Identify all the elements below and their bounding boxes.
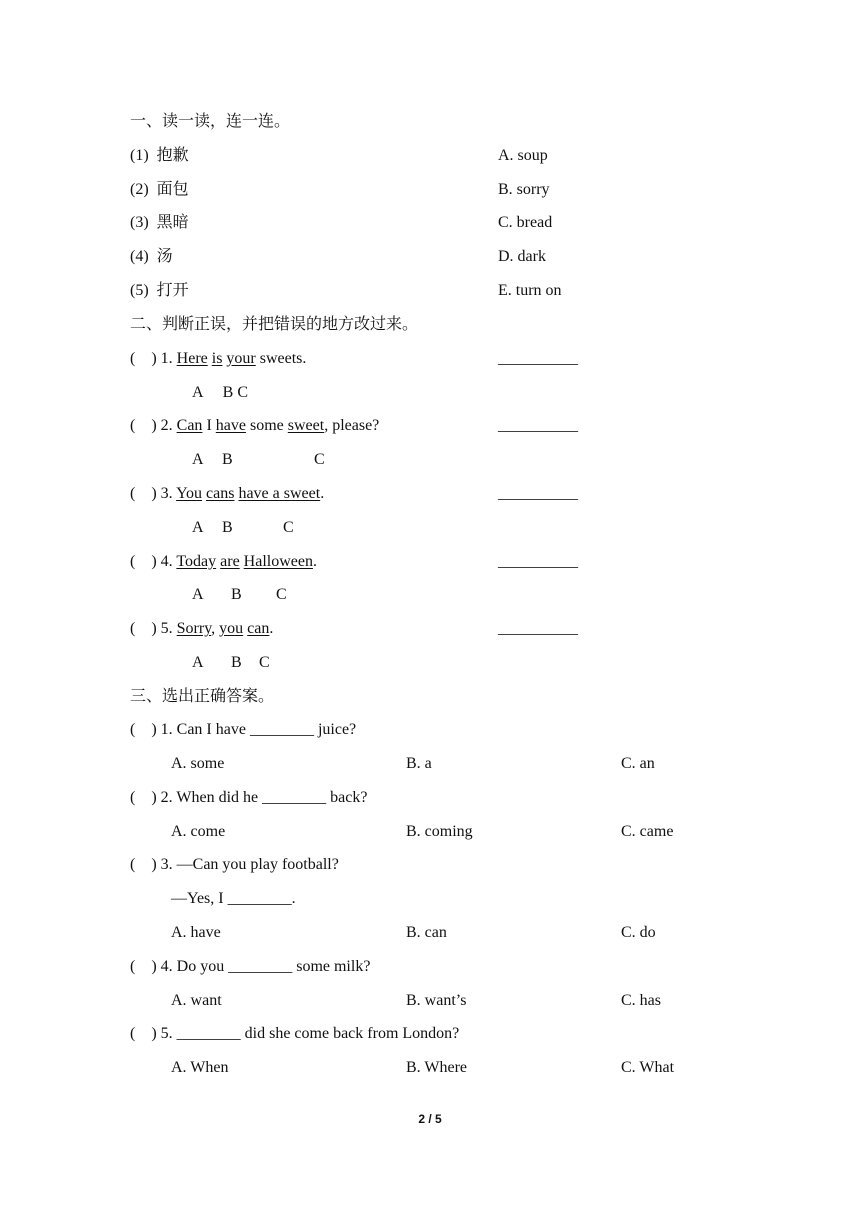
choice-option-2b: B. coming	[406, 823, 473, 840]
text-segment: , please?	[324, 417, 380, 434]
part-label-2a: A	[192, 451, 204, 468]
underlined-part-c: sweet	[287, 417, 325, 434]
match-left-1: (1) 抱歉	[130, 147, 189, 164]
question-prefix: ( ) 5.	[130, 620, 177, 637]
correction-blank-3: __________	[498, 485, 578, 502]
part-labels-1: A B C	[192, 384, 249, 401]
match-left-4: (4) 汤	[130, 248, 173, 265]
part-label-5c: C	[259, 654, 270, 671]
page-number: 2 / 5	[418, 1112, 442, 1126]
underlined-part-c: your	[226, 350, 256, 367]
choice-option-2c: C. came	[621, 823, 674, 840]
text-segment: some	[245, 417, 288, 434]
choice-option-5c: C. What	[621, 1059, 675, 1076]
text-segment: sweets.	[255, 350, 307, 367]
choice-question-1: ( ) 1. Can I have ________ juice?	[130, 721, 357, 738]
match-right-4: D. dark	[498, 248, 546, 265]
underlined-part-b: are	[220, 553, 240, 570]
choice-option-4a: A. want	[171, 992, 222, 1009]
choice-option-1a: A. some	[171, 755, 225, 772]
section2-title: 二、判断正误，并把错误的地方改过来。	[130, 316, 419, 333]
judge-question-4	[130, 552, 317, 572]
match-right-3: C. bread	[498, 214, 553, 231]
part-label-5b: B	[231, 654, 242, 671]
choice-question-3-answer-line: —Yes, I ________.	[171, 890, 296, 907]
part-label-5a: A	[192, 654, 204, 671]
text-segment: I	[202, 417, 216, 434]
choice-option-1c: C. an	[621, 755, 655, 772]
match-right-1: A. soup	[498, 147, 548, 164]
section3-title: 三、选出正确答案。	[130, 688, 275, 705]
choice-option-5a: A. When	[171, 1059, 229, 1076]
match-right-5: E. turn on	[498, 282, 562, 299]
choice-option-4c: C. has	[621, 992, 661, 1009]
underlined-part-b: cans	[206, 485, 235, 502]
underlined-part-a: Can	[176, 417, 203, 434]
choice-option-2a: A. come	[171, 823, 226, 840]
part-label-3c: C	[283, 519, 294, 536]
judge-question-1	[130, 349, 306, 369]
correction-blank-5: __________	[498, 620, 578, 637]
choice-question-4: ( ) 4. Do you ________ some milk?	[130, 958, 371, 975]
underlined-part-a: Sorry	[176, 620, 212, 637]
underlined-part-b: is	[211, 350, 223, 367]
judge-question-5	[130, 619, 273, 639]
correction-blank-4: __________	[498, 553, 578, 570]
underlined-part-a: Today	[176, 553, 217, 570]
judge-question-2	[130, 416, 379, 436]
underlined-part-c: can	[247, 620, 270, 637]
choice-question-2: ( ) 2. When did he ________ back?	[130, 789, 368, 806]
text-segment: .	[320, 485, 325, 502]
choice-option-3c: C. do	[621, 924, 656, 941]
part-label-4b: B	[231, 586, 242, 603]
part-label-2b: B	[222, 451, 233, 468]
section1-title: 一、读一读，连一连。	[130, 113, 291, 130]
part-label-4a: A	[192, 586, 204, 603]
underlined-part-b: you	[219, 620, 244, 637]
question-prefix: ( ) 3.	[130, 485, 177, 502]
part-label-4c: C	[276, 586, 287, 603]
underlined-part-a: Here	[176, 350, 208, 367]
text-segment: .	[269, 620, 274, 637]
part-label-2c: C	[314, 451, 325, 468]
choice-option-3b: B. can	[406, 924, 447, 941]
match-right-2: B. sorry	[498, 181, 550, 198]
underlined-part-b: have	[215, 417, 246, 434]
question-prefix: ( ) 1.	[130, 350, 177, 367]
part-label-3a: A	[192, 519, 204, 536]
underlined-part-c: Halloween	[243, 553, 313, 570]
underlined-part-a: You	[176, 485, 203, 502]
text-segment: .	[312, 553, 317, 570]
underlined-part-c: have a sweet	[238, 485, 321, 502]
choice-option-4b: B. want’s	[406, 992, 467, 1009]
question-prefix: ( ) 2.	[130, 417, 177, 434]
question-prefix: ( ) 4.	[130, 553, 177, 570]
choice-question-3: ( ) 3. —Can you play football?	[130, 856, 339, 873]
correction-blank-1: __________	[498, 350, 578, 367]
choice-option-5b: B. Where	[406, 1059, 468, 1076]
part-label-3b: B	[222, 519, 233, 536]
correction-blank-2: __________	[498, 417, 578, 434]
judge-question-3	[130, 484, 324, 504]
match-left-5: (5) 打开	[130, 282, 189, 299]
choice-option-1b: B. a	[406, 755, 432, 772]
choice-question-5: ( ) 5. ________ did she come back from London?	[130, 1025, 460, 1042]
choice-option-3a: A. have	[171, 924, 221, 941]
match-left-3: (3) 黑暗	[130, 214, 189, 231]
match-left-2: (2) 面包	[130, 181, 189, 198]
text-segment: ,	[211, 620, 220, 637]
